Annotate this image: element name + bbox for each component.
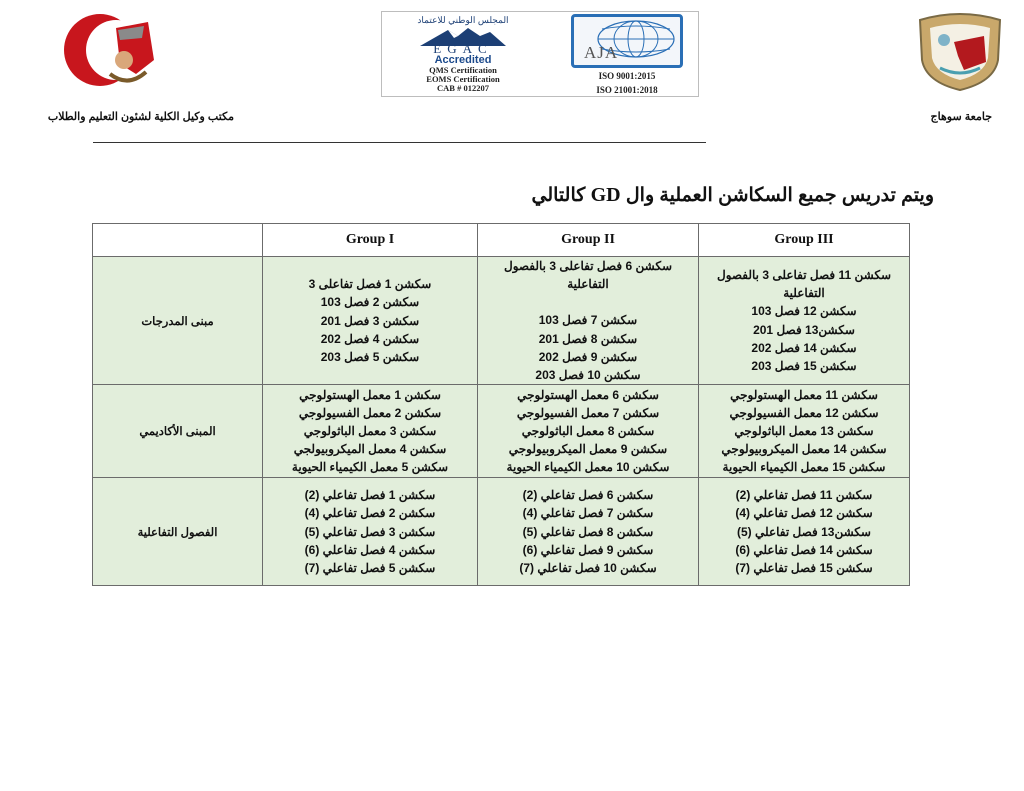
cell-line: سكشن 12 فصل 103 xyxy=(751,304,857,319)
egac-logo xyxy=(388,14,538,94)
cell-line: سكشن 15 معمل الكيمياء الحيوية xyxy=(722,460,886,475)
university-name: جامعة سوهاج xyxy=(930,111,992,123)
cell-line: سكشن 4 معمل الميكروبيولجي xyxy=(293,442,447,457)
aja-acronym: AJA xyxy=(584,43,619,62)
table-cell xyxy=(478,257,699,385)
cell-line: سكشن 9 معمل الميكروبيولوجي xyxy=(508,442,668,457)
faculty-of-medicine-logo xyxy=(58,8,164,88)
cell-line: سكشن 10 معمل الكيمياء الحيوية xyxy=(506,460,670,475)
cell-line: سكشن 9 فصل تفاعلي (6) xyxy=(522,542,654,557)
cell-line: سكشن 3 فصل تفاعلي (5) xyxy=(304,524,436,539)
table-cell xyxy=(478,478,699,586)
cell-line: سكشن13 فصل 201 xyxy=(753,322,855,337)
cell-line: سكشن 3 معمل الباثولوجي xyxy=(303,424,437,439)
cell-line: سكشن 14 فصل تفاعلي (6) xyxy=(735,542,873,557)
office-title: مكتب وكيل الكلية لشئون التعليم والطلاب xyxy=(47,111,234,123)
cell-line xyxy=(478,293,698,311)
heading-text-start: ويتم تدريس جميع السكاشن العملية وال xyxy=(625,185,934,206)
cell-line: سكشن 13 معمل الباثولوجي xyxy=(734,424,874,439)
heading-text-end: كالتالي xyxy=(531,185,586,206)
aja-logo xyxy=(567,14,687,94)
cell-line: سكشن 11 معمل الهستولوجي xyxy=(730,388,878,403)
schedule-table xyxy=(92,223,910,586)
cell-line: سكشن 6 فصل تفاعلى 3 بالفصول التفاعلية xyxy=(503,259,673,292)
table-header-row xyxy=(93,224,910,257)
egac-line: EOMS Certification xyxy=(426,74,500,84)
cell-line: سكشن 15 فصل 203 xyxy=(751,359,857,374)
accreditation-logos xyxy=(381,11,699,97)
cell-line: سكشن 2 فصل 103 xyxy=(320,295,420,310)
cell-line: سكشن 14 فصل 202 xyxy=(751,340,857,355)
iso-line: ISO 21001:2018 xyxy=(596,85,658,95)
cell-line: سكشن 10 فصل 203 xyxy=(535,368,641,383)
cell-line: سكشن 7 فصل تفاعلي (4) xyxy=(522,506,654,521)
table-cell xyxy=(263,385,478,478)
header-divider xyxy=(93,142,706,143)
cell-line: سكشن 5 فصل تفاعلي (7) xyxy=(304,561,436,576)
cell-line: سكشن 2 فصل تفاعلي (4) xyxy=(304,506,436,521)
cell-line: سكشن 2 معمل الفسيولوجي xyxy=(298,406,442,421)
cell-line: سكشن 8 فصل 201 xyxy=(538,331,638,346)
header-cell-group-iii: Group III xyxy=(699,224,910,257)
cell-line: سكشن 12 معمل الفسيولوجي xyxy=(729,406,879,421)
cell-line: سكشن 7 معمل الفسيولوجي xyxy=(516,406,660,421)
table-cell xyxy=(699,385,910,478)
cell-line: سكشن 6 فصل تفاعلي (2) xyxy=(522,488,654,503)
cell-line: سكشن 4 فصل 202 xyxy=(320,331,420,346)
cell-line: سكشن 1 فصل تفاعلي (2) xyxy=(304,488,436,503)
cell-line: سكشن 4 فصل تفاعلي (6) xyxy=(304,542,436,557)
cell-line: سكشن 5 معمل الكيمياء الحيوية xyxy=(291,460,449,475)
cell-line: سكشن 3 فصل 201 xyxy=(320,313,420,328)
header-cell-group-ii: Group II xyxy=(478,224,699,257)
row-label: المبنى الأكاديمي xyxy=(93,385,263,478)
cell-line: سكشن 14 معمل الميكروبيولوجي xyxy=(721,442,887,457)
table-cell xyxy=(699,478,910,586)
cell-line: سكشن 1 فصل تفاعلى 3 xyxy=(308,277,432,292)
heading-gd: GD xyxy=(590,184,621,206)
cell-line: سكشن 11 فصل تفاعلى 3 بالفصول التفاعلية xyxy=(716,268,892,301)
cell-line: سكشن 8 فصل تفاعلي (5) xyxy=(522,524,654,539)
cell-line: سكشن 15 فصل تفاعلي (7) xyxy=(735,561,873,576)
page-heading xyxy=(532,184,934,207)
row-label: مبنى المدرجات xyxy=(93,257,263,385)
egac-line: QMS Certification xyxy=(429,65,497,75)
header-cell-empty xyxy=(93,224,263,257)
crescent-logo-icon xyxy=(58,8,164,88)
table-cell xyxy=(263,478,478,586)
cell-line: سكشن 12 فصل تفاعلي (4) xyxy=(735,506,873,521)
table-row xyxy=(93,385,910,478)
cell-line: سكشن13 فصل تفاعلي (5) xyxy=(736,524,871,539)
cell-line: سكشن 10 فصل تفاعلي (7) xyxy=(519,561,657,576)
sohag-university-seal xyxy=(914,12,1006,92)
table-cell xyxy=(478,385,699,478)
table-row xyxy=(93,478,910,586)
aja-globe-box xyxy=(571,14,683,68)
university-seal-icon xyxy=(914,12,1006,92)
table-cell xyxy=(699,257,910,385)
cell-line: سكشن 9 فصل 202 xyxy=(538,349,638,364)
cell-line: سكشن 1 معمل الهستولوجي xyxy=(299,388,441,403)
iso-line: ISO 9001:2015 xyxy=(598,71,656,81)
header-cell-group-i: Group I xyxy=(263,224,478,257)
egac-accredited: Accredited xyxy=(434,54,492,66)
table-cell xyxy=(263,257,478,385)
table-row xyxy=(93,257,910,385)
egac-acronym: EGAC xyxy=(433,41,493,56)
cell-line: سكشن 5 فصل 203 xyxy=(320,349,420,364)
egac-arabic-title: المجلس الوطني للاعتماد xyxy=(417,15,509,25)
row-label: الفصول التفاعلية xyxy=(93,478,263,586)
cell-line: سكشن 11 فصل تفاعلي (2) xyxy=(735,488,873,503)
cell-line: سكشن 6 معمل الهستولوجي xyxy=(517,388,659,403)
egac-line: CAB # 012207 xyxy=(437,83,489,93)
cell-line: سكشن 8 معمل الباثولوجي xyxy=(521,424,655,439)
cell-line: سكشن 7 فصل 103 xyxy=(538,313,638,328)
